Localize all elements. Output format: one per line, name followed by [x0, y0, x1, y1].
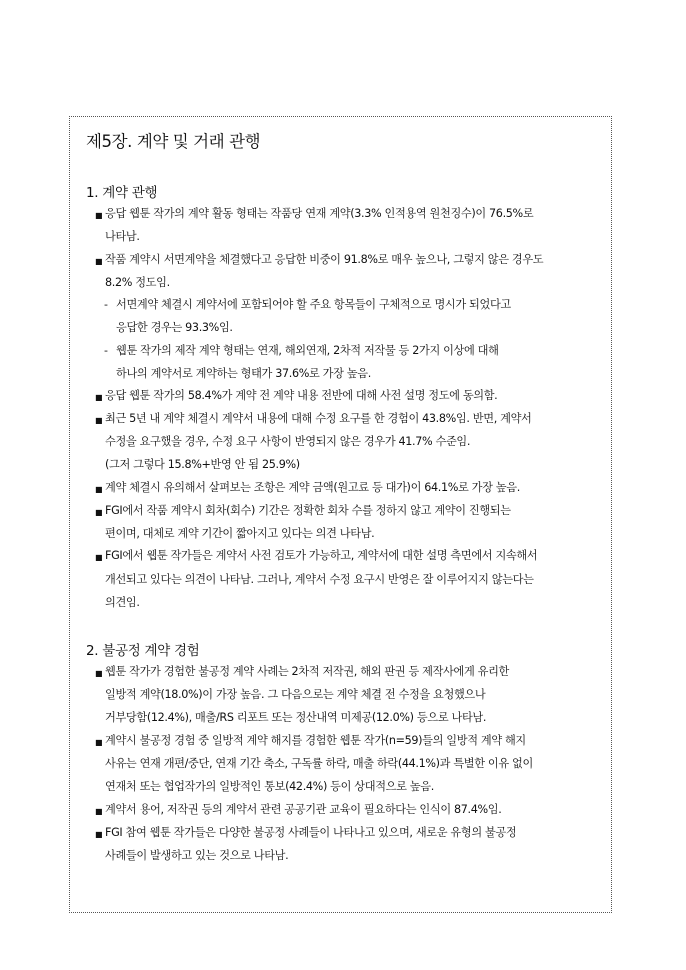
dash-marker: -: [104, 298, 108, 311]
paragraph-line: 의견임.: [105, 596, 140, 609]
bullet-marker: ■: [95, 807, 103, 816]
paragraph-line: 응답한 경우는 93.3%임.: [116, 321, 233, 334]
paragraph-line: 수정을 요구했을 경우, 수정 요구 사항이 반영되지 않은 경우가 41.7% 수준임.: [105, 435, 471, 448]
paragraph-line: 작품 계약시 서면계약을 체결했다고 응답한 비중이 91.8%로 매우 높으나, 그렇지 않은 경우도: [105, 253, 544, 266]
paragraph-line: 사례들이 발생하고 있는 것으로 나타남.: [105, 849, 289, 862]
paragraph-line: 편이며, 대체로 계약 기간이 짧아지고 있다는 의견 나타남.: [105, 527, 375, 540]
section-heading-contract-practice: 1. 계약 관행: [86, 185, 158, 201]
bullet-marker: ■: [95, 669, 103, 678]
paragraph-line: FGI에서 웹툰 작가들은 계약서 사전 검토가 가능하고, 계약서에 대한 설명 측면에서 지속해서: [105, 549, 538, 562]
bullet-marker: ■: [95, 508, 103, 517]
bullet-marker: ■: [95, 416, 103, 425]
section-heading-unfair-contract: 2. 불공정 계약 경험: [86, 643, 200, 659]
paragraph-line: 연재처 또는 협업작가의 일방적인 통보(42.4%) 등이 상대적으로 높음.: [105, 780, 434, 793]
paragraph-line: 하나의 계약서로 계약하는 형태가 37.6%로 가장 높음.: [116, 367, 371, 380]
paragraph-line: FGI 참여 웹툰 작가들은 다양한 불공정 사례들이 나타나고 있으며, 새로운 유형의 불공정: [105, 826, 517, 839]
paragraph-line: 계약서 용어, 저작권 등의 계약서 관련 공공기관 교육이 필요하다는 인식이 87.4%임.: [105, 803, 502, 816]
paragraph-line: 계약시 불공정 경험 중 일방적 계약 해지를 경험한 웹툰 작가(n=59)들의 일방적 계약 해지: [105, 734, 526, 747]
bullet-marker: ■: [95, 393, 103, 402]
paragraph-line: (그저 그렇다 15.8%+반영 안 됨 25.9%): [105, 458, 300, 471]
bullet-marker: ■: [95, 738, 103, 747]
paragraph-line: 거부당함(12.4%), 매출/RS 리포트 또는 정산내역 미제공(12.0%) 등으로 나타남.: [105, 711, 487, 724]
paragraph-line: 계약 체결시 유의해서 살펴보는 조항은 계약 금액(원고료 등 대가)이 64.1%로 가장 높음.: [105, 481, 520, 494]
paragraph-line: 개선되고 있다는 의견이 나타남. 그러나, 계약서 수정 요구시 반영은 잘 이루어지지 않는다는: [105, 573, 534, 586]
bullet-marker: ■: [95, 830, 103, 839]
bullet-marker: ■: [95, 211, 103, 220]
paragraph-line: FGI에서 작품 계약시 회차(회수) 기간은 정확한 회차 수를 정하지 않고 계약이 진행되는: [105, 504, 511, 517]
paragraph-line: 응답 웹툰 작가의 58.4%가 계약 전 계약 내용 전반에 대해 사전 설명 정도에 동의함.: [105, 389, 498, 402]
page-title: 제5장. 계약 및 거래 관행: [86, 132, 261, 151]
paragraph-line: 웹툰 작가의 제작 계약 형태는 연재, 해외연재, 2차적 저작물 등 2가지 이상에 대해: [116, 344, 499, 357]
bullet-marker: ■: [95, 485, 103, 494]
paragraph-line: 최근 5년 내 계약 체결시 계약서 내용에 대해 수정 요구를 한 경험이 43.8%임. 반면, 계약서: [105, 412, 532, 425]
bullet-marker: ■: [95, 257, 103, 266]
paragraph-line: 8.2% 정도임.: [105, 276, 170, 289]
paragraph-line: 서면계약 체결시 계약서에 포함되어야 할 주요 항목들이 구체적으로 명시가 되었다고: [116, 298, 511, 311]
bullet-marker: ■: [95, 553, 103, 562]
paragraph-line: 일방적 계약(18.0%)이 가장 높음. 그 다음으로는 계약 체결 전 수정을 요청했으나: [105, 688, 486, 701]
paragraph-line: 응답 웹툰 작가의 계약 활동 형태는 작품당 연재 계약(3.3% 인적용역 원천징수)이 76.5%로: [105, 207, 534, 220]
dash-marker: -: [104, 344, 108, 357]
paragraph-line: 나타남.: [105, 230, 140, 243]
paragraph-line: 웹툰 작가가 경험한 불공정 계약 사례는 2차적 저작권, 해외 판권 등 제작사에게 유리한: [105, 665, 509, 678]
paragraph-line: 사유는 연재 개편/중단, 연재 기간 축소, 구독률 하락, 매출 하락(44.1%)과 특별한 이유 없이: [105, 757, 533, 770]
